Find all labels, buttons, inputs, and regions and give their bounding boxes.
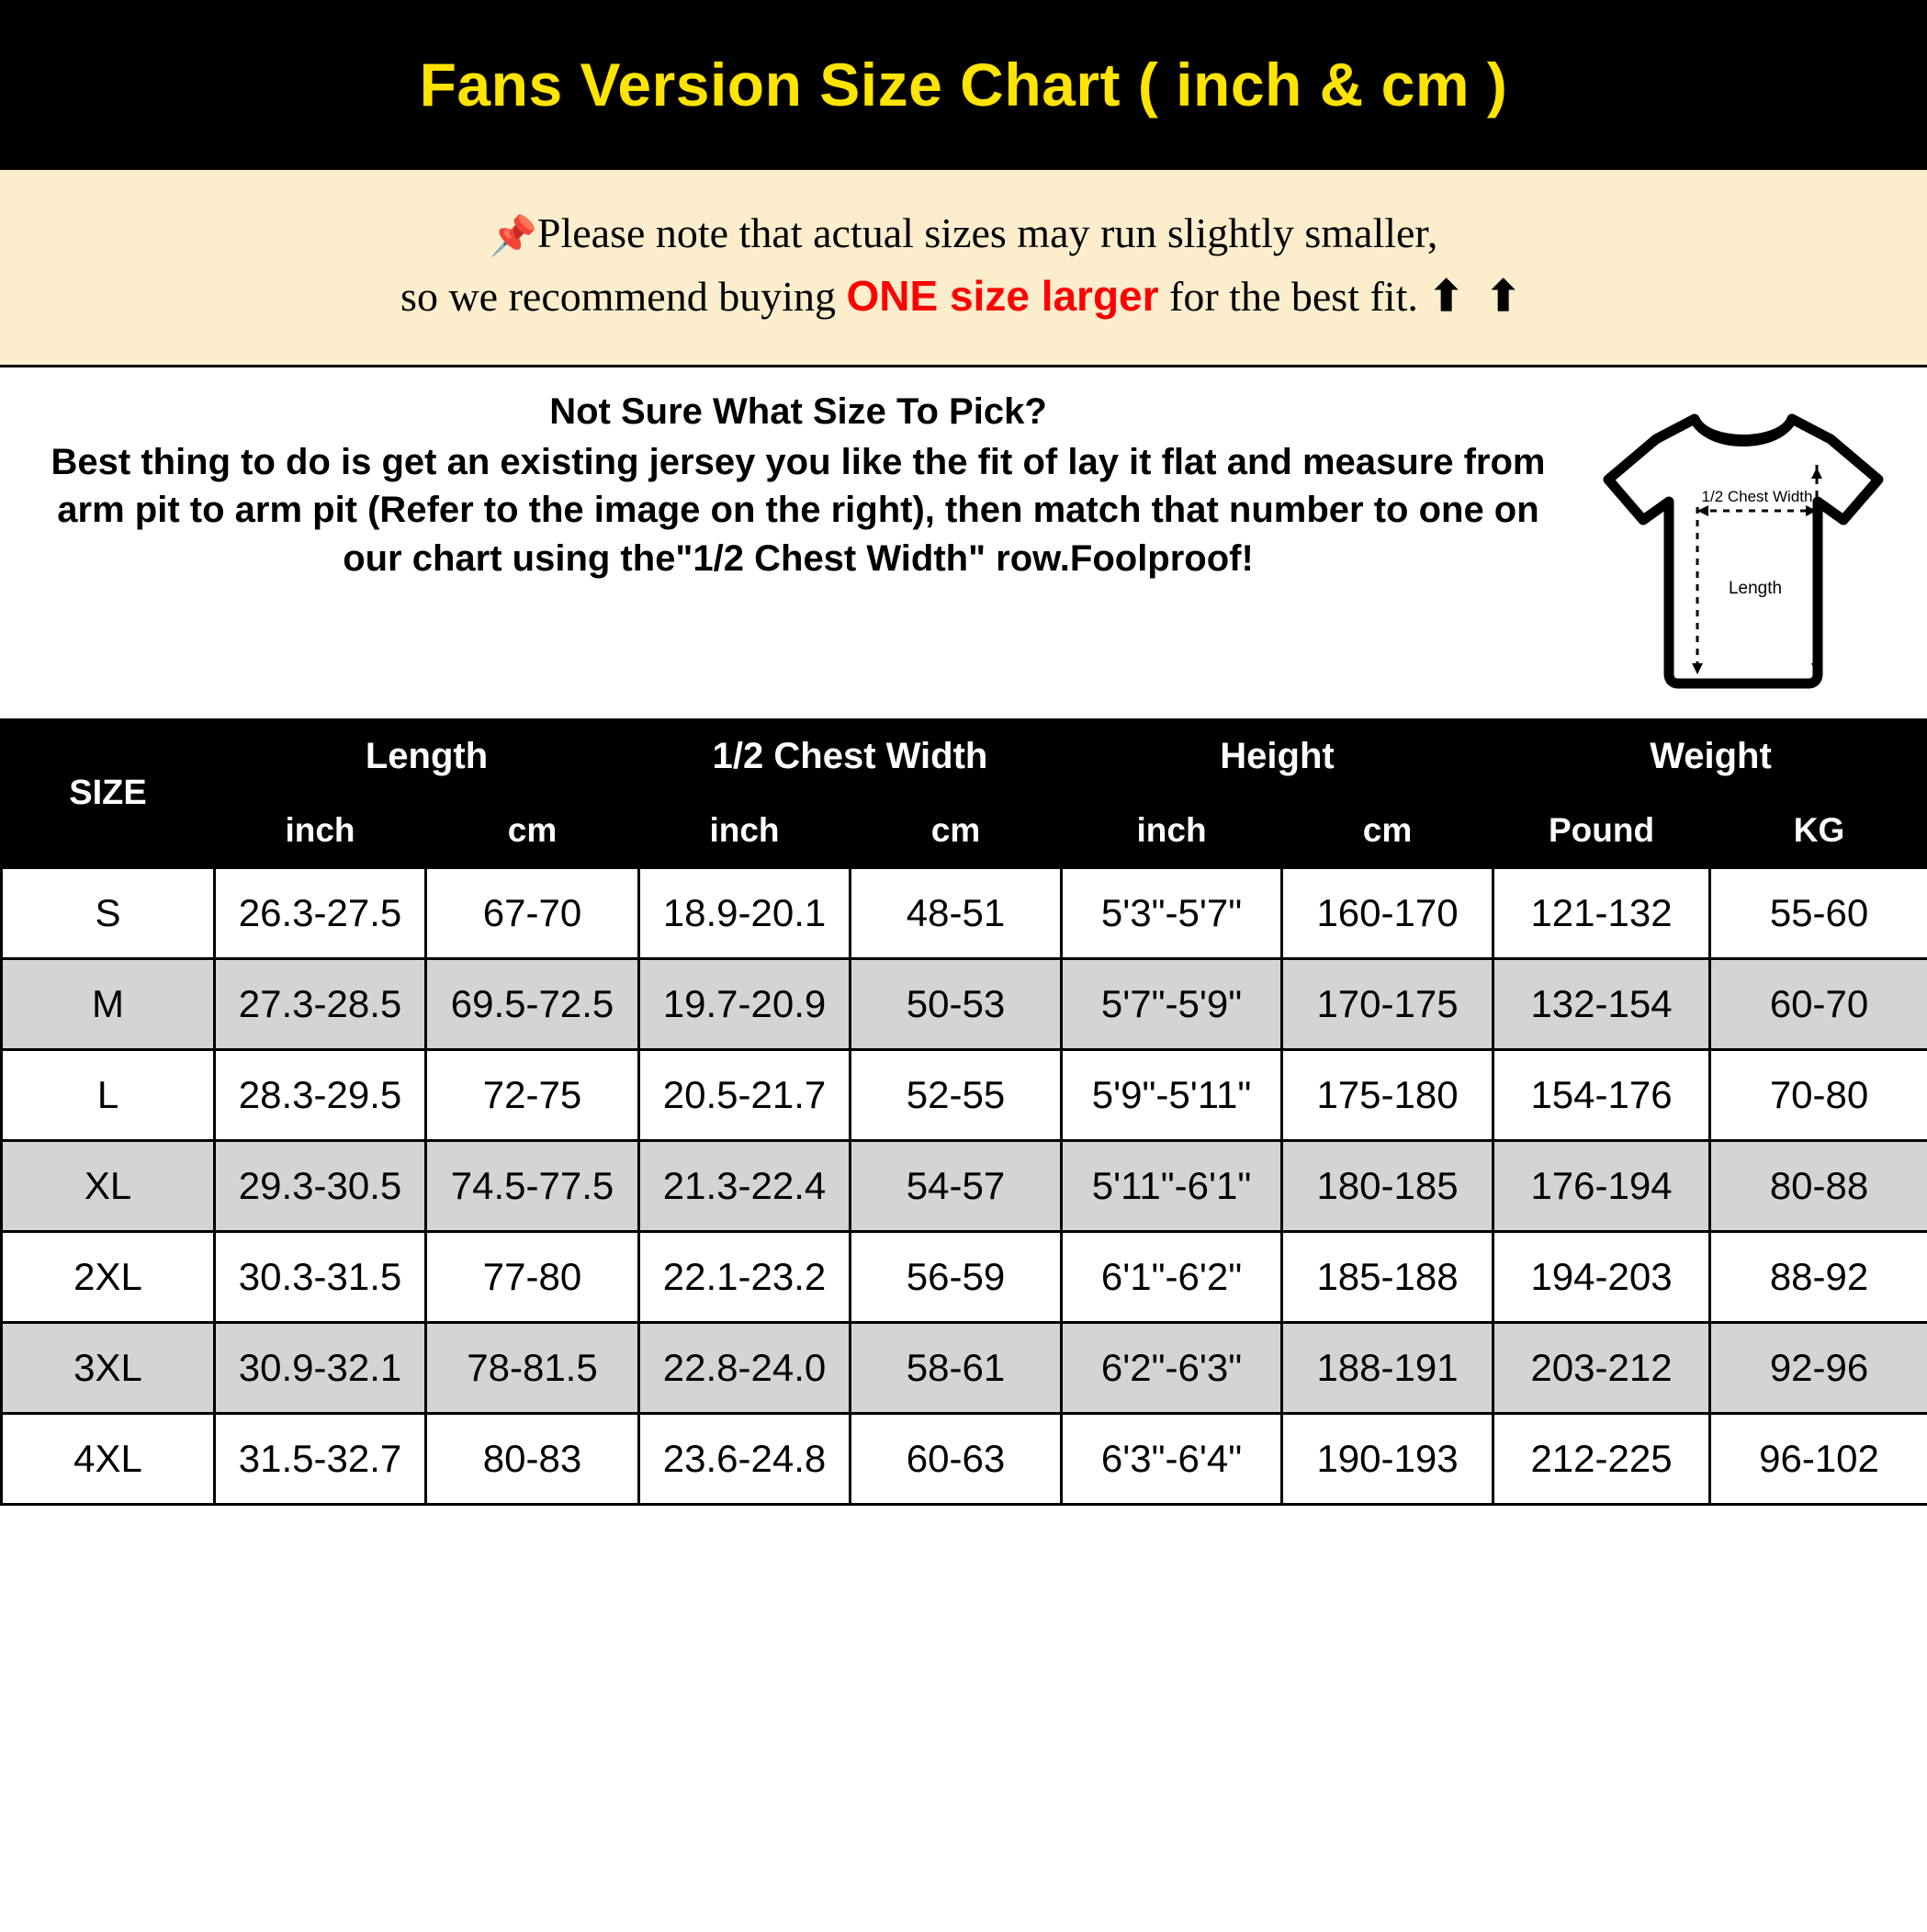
cell-length-inch: 30.3-31.5 <box>215 1231 426 1322</box>
table-row <box>2 1049 1927 1140</box>
cell-length-cm: 78-81.5 <box>426 1322 639 1413</box>
cell-chest-inch: 21.3-22.4 <box>639 1140 851 1231</box>
cell-chest-inch: 23.6-24.8 <box>639 1413 851 1504</box>
header-length: Length <box>215 719 639 793</box>
cell-height-inch: 5'7"-5'9" <box>1062 958 1282 1049</box>
cell-height-cm: 170-175 <box>1282 958 1493 1049</box>
cell-length-inch: 27.3-28.5 <box>215 958 426 1049</box>
cell-size: XL <box>2 1140 215 1231</box>
cell-length-inch: 26.3-27.5 <box>215 867 426 958</box>
cell-size: S <box>2 867 215 958</box>
cell-length-inch: 29.3-30.5 <box>215 1140 426 1231</box>
cell-chest-cm: 50-53 <box>851 958 1062 1049</box>
cell-height-cm: 160-170 <box>1282 867 1493 958</box>
cell-chest-inch: 22.8-24.0 <box>639 1322 851 1413</box>
unit-height-cm: cm <box>1282 793 1493 867</box>
help-body: Best thing to do is get an existing jersey you like the fit of lay it flat and measure from arm pit to arm pit (Refer to the image on the right), then match that number to one on our chart using the"1/2 Chest Width" row.Foolproof! <box>51 441 1546 580</box>
unit-length-inch: inch <box>215 793 426 867</box>
unit-header-row <box>2 793 1927 867</box>
header-size: SIZE <box>2 719 215 867</box>
cell-weight-pound: 154-176 <box>1493 1049 1710 1140</box>
table-row <box>2 1322 1927 1413</box>
cell-size: M <box>2 958 215 1049</box>
cell-height-inch: 6'3"-6'4" <box>1062 1413 1282 1504</box>
note-emphasis: ONE size larger <box>846 271 1159 320</box>
cell-chest-cm: 48-51 <box>851 867 1062 958</box>
pushpin-icon: 📌 <box>489 216 537 258</box>
note-text-1: Please note that actual sizes may run slightly smaller, <box>536 209 1438 256</box>
chest-width-label: 1/2 Chest Width <box>1701 487 1813 505</box>
unit-length-cm: cm <box>426 793 639 867</box>
cell-chest-cm: 52-55 <box>851 1049 1062 1140</box>
cell-height-cm: 180-185 <box>1282 1140 1493 1231</box>
cell-height-cm: 185-188 <box>1282 1231 1493 1322</box>
cell-weight-kg: 60-70 <box>1710 958 1927 1049</box>
note-line-1 <box>28 203 1899 266</box>
cell-length-inch: 30.9-32.1 <box>215 1322 426 1413</box>
cell-height-inch: 6'1"-6'2" <box>1062 1231 1282 1322</box>
table-row <box>2 867 1927 958</box>
cell-chest-inch: 18.9-20.1 <box>639 867 851 958</box>
unit-chest-cm: cm <box>851 793 1062 867</box>
cell-size: 3XL <box>2 1322 215 1413</box>
cell-weight-pound: 176-194 <box>1493 1140 1710 1231</box>
table-head <box>2 719 1927 867</box>
size-table-wrap <box>0 718 1927 1932</box>
cell-length-cm: 72-75 <box>426 1049 639 1140</box>
cell-length-cm: 69.5-72.5 <box>426 958 639 1049</box>
cell-size: L <box>2 1049 215 1140</box>
unit-height-inch: inch <box>1062 793 1282 867</box>
note-line-2 <box>28 266 1899 328</box>
cell-weight-pound: 132-154 <box>1493 958 1710 1049</box>
header-chest-width: 1/2 Chest Width <box>639 719 1062 793</box>
cell-chest-inch: 20.5-21.7 <box>639 1049 851 1140</box>
unit-weight-kg: KG <box>1710 793 1927 867</box>
unit-chest-inch: inch <box>639 793 851 867</box>
cell-length-cm: 80-83 <box>426 1413 639 1504</box>
cell-chest-inch: 19.7-20.9 <box>639 958 851 1049</box>
cell-length-cm: 67-70 <box>426 867 639 958</box>
cell-chest-inch: 22.1-23.2 <box>639 1231 851 1322</box>
table-row <box>2 1413 1927 1504</box>
cell-weight-pound: 203-212 <box>1493 1322 1710 1413</box>
cell-chest-cm: 54-57 <box>851 1140 1062 1231</box>
note-text-2-after: for the best fit. <box>1158 272 1429 320</box>
cell-height-cm: 188-191 <box>1282 1322 1493 1413</box>
cell-length-cm: 74.5-77.5 <box>426 1140 639 1231</box>
cell-height-inch: 6'2"-6'3" <box>1062 1322 1282 1413</box>
cell-height-cm: 190-193 <box>1282 1413 1493 1504</box>
cell-weight-pound: 121-132 <box>1493 867 1710 958</box>
cell-weight-kg: 88-92 <box>1710 1231 1927 1322</box>
shirt-diagram <box>1578 391 1909 702</box>
cell-weight-pound: 194-203 <box>1493 1231 1710 1322</box>
unit-weight-pound: Pound <box>1493 793 1710 867</box>
page-title: Fans Version Size Chart ( inch & cm ) <box>419 51 1508 119</box>
cell-length-inch: 31.5-32.7 <box>215 1413 426 1504</box>
length-label: Length <box>1728 578 1783 598</box>
header-height: Height <box>1062 719 1493 793</box>
cell-chest-cm: 58-61 <box>851 1322 1062 1413</box>
cell-weight-kg: 70-80 <box>1710 1049 1927 1140</box>
group-header-row <box>2 719 1927 793</box>
tshirt-icon <box>1592 399 1895 702</box>
cell-size: 2XL <box>2 1231 215 1322</box>
cell-chest-cm: 60-63 <box>851 1413 1062 1504</box>
note-band <box>0 170 1927 367</box>
header-weight: Weight <box>1493 719 1927 793</box>
table-row <box>2 958 1927 1049</box>
table-row <box>2 1140 1927 1231</box>
cell-chest-cm: 56-59 <box>851 1231 1062 1322</box>
cell-weight-kg: 80-88 <box>1710 1140 1927 1231</box>
cell-height-inch: 5'3"-5'7" <box>1062 867 1282 958</box>
cell-height-cm: 175-180 <box>1282 1049 1493 1140</box>
title-bar <box>0 0 1927 170</box>
cell-length-inch: 28.3-29.5 <box>215 1049 426 1140</box>
cell-weight-pound: 212-225 <box>1493 1413 1710 1504</box>
note-text-2-before: so we recommend buying <box>400 272 847 320</box>
help-section <box>0 367 1927 718</box>
size-table <box>0 718 1927 1506</box>
cell-height-inch: 5'11"-6'1" <box>1062 1140 1282 1231</box>
table-row <box>2 1231 1927 1322</box>
table-body <box>2 867 1927 1504</box>
cell-weight-kg: 92-96 <box>1710 1322 1927 1413</box>
help-heading: Not Sure What Size To Pick? <box>549 390 1047 432</box>
up-arrow-icons: ⬆ ⬆ <box>1428 272 1527 320</box>
cell-height-inch: 5'9"-5'11" <box>1062 1049 1282 1140</box>
cell-weight-kg: 55-60 <box>1710 867 1927 958</box>
cell-size: 4XL <box>2 1413 215 1504</box>
help-text-block <box>18 391 1578 583</box>
cell-length-cm: 77-80 <box>426 1231 639 1322</box>
cell-weight-kg: 96-102 <box>1710 1413 1927 1504</box>
